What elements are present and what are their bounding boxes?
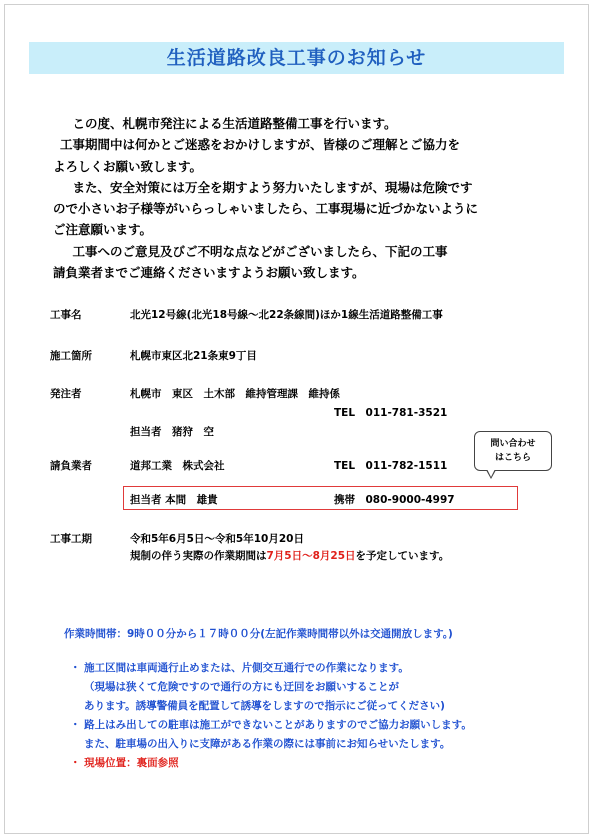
- contractor-mobile: 携帯 080-9000-4997: [334, 494, 455, 506]
- intro-line: 工事期間中は何かとご迷惑をおかけしますが、皆様のご理解とご協力を: [60, 137, 461, 153]
- notice-line: （現場は狭くて危険ですので通行の方にも迂回をお願いすることが: [84, 681, 399, 693]
- orderer: 札幌市 東区 土木部 維持管理課 維持係: [130, 388, 340, 400]
- work-name-label: 工事名: [50, 309, 82, 321]
- intro-line: また、安全対策には万全を期すよう努力いたしますが、現場は危険です: [60, 179, 473, 195]
- intro-text: [53, 113, 560, 283]
- location: 札幌市東区北21条東9丁目: [130, 350, 257, 362]
- intro-line: よろしくお願い致します。: [53, 158, 203, 174]
- contractor: 道邦工業 株式会社: [130, 460, 225, 472]
- intro-line: ご注意願います。: [53, 222, 153, 238]
- contractor-tel: TEL 011-782-1511: [334, 460, 448, 472]
- orderer-tel: TEL 011-781-3521: [334, 407, 448, 419]
- callout-line: はこちら: [494, 453, 531, 463]
- work-hours: 作業時間帯：9時００分から１７時００分(左記作業時間帯以外は交通開放します。): [64, 628, 453, 640]
- notice-line: また、駐車場の出入りに支障がある作業の際には事前にお知らせいたします。: [84, 738, 451, 750]
- orderer-label: 発注者: [50, 388, 82, 400]
- callout-line: 問い合わせ: [490, 439, 536, 449]
- intro-line: 請負業者までご連絡くださいますようお願い致します。: [53, 265, 365, 281]
- notice-line: ・ 施工区間は車両通行止めまたは、片側交互通行での作業になります。: [70, 662, 409, 674]
- location-label: 施工箇所: [50, 350, 92, 362]
- period-note-dates: 7月5日～8月25日: [266, 550, 356, 562]
- work-name: 北光12号線(北光18号線～北22条線間)ほか1線生活道路整備工事: [130, 309, 443, 321]
- intro-line: ので小さいお子様等がいらっしゃいましたら、工事現場に近づかないように: [53, 201, 479, 217]
- intro-line: この度、札幌市発注による生活道路整備工事を行います。: [60, 116, 397, 131]
- page-title: 生活道路改良工事のお知らせ: [29, 42, 564, 74]
- inquiry-callout: [474, 431, 552, 471]
- period-note-post: を予定しています。: [355, 550, 450, 562]
- notice-line: あります。誘導警備員を配置して誘導をしますので指示にご従ってください): [84, 700, 445, 712]
- notice-line: ・ 路上はみ出しての駐車は施工ができないことがありますのでご協力お願いします。: [70, 719, 472, 731]
- contractor-label: 請負業者: [50, 460, 92, 472]
- intro-line: 工事へのご意見及びご不明な点などがございましたら、下記の工事: [60, 243, 448, 259]
- callout-tail-fill: [487, 469, 495, 477]
- orderer-person: 担当者 猪狩 空: [130, 426, 214, 438]
- notice-line: ・ 現場位置：裏面参照: [70, 757, 179, 769]
- period: 令和5年6月5日～令和5年10月20日: [130, 533, 304, 545]
- period-label: 工事工期: [50, 533, 92, 545]
- period-note: [130, 548, 449, 563]
- period-note-pre: 規制の伴う実際の作業期間は: [130, 550, 267, 562]
- contractor-person: 担当者 本間 雄貴: [130, 494, 218, 506]
